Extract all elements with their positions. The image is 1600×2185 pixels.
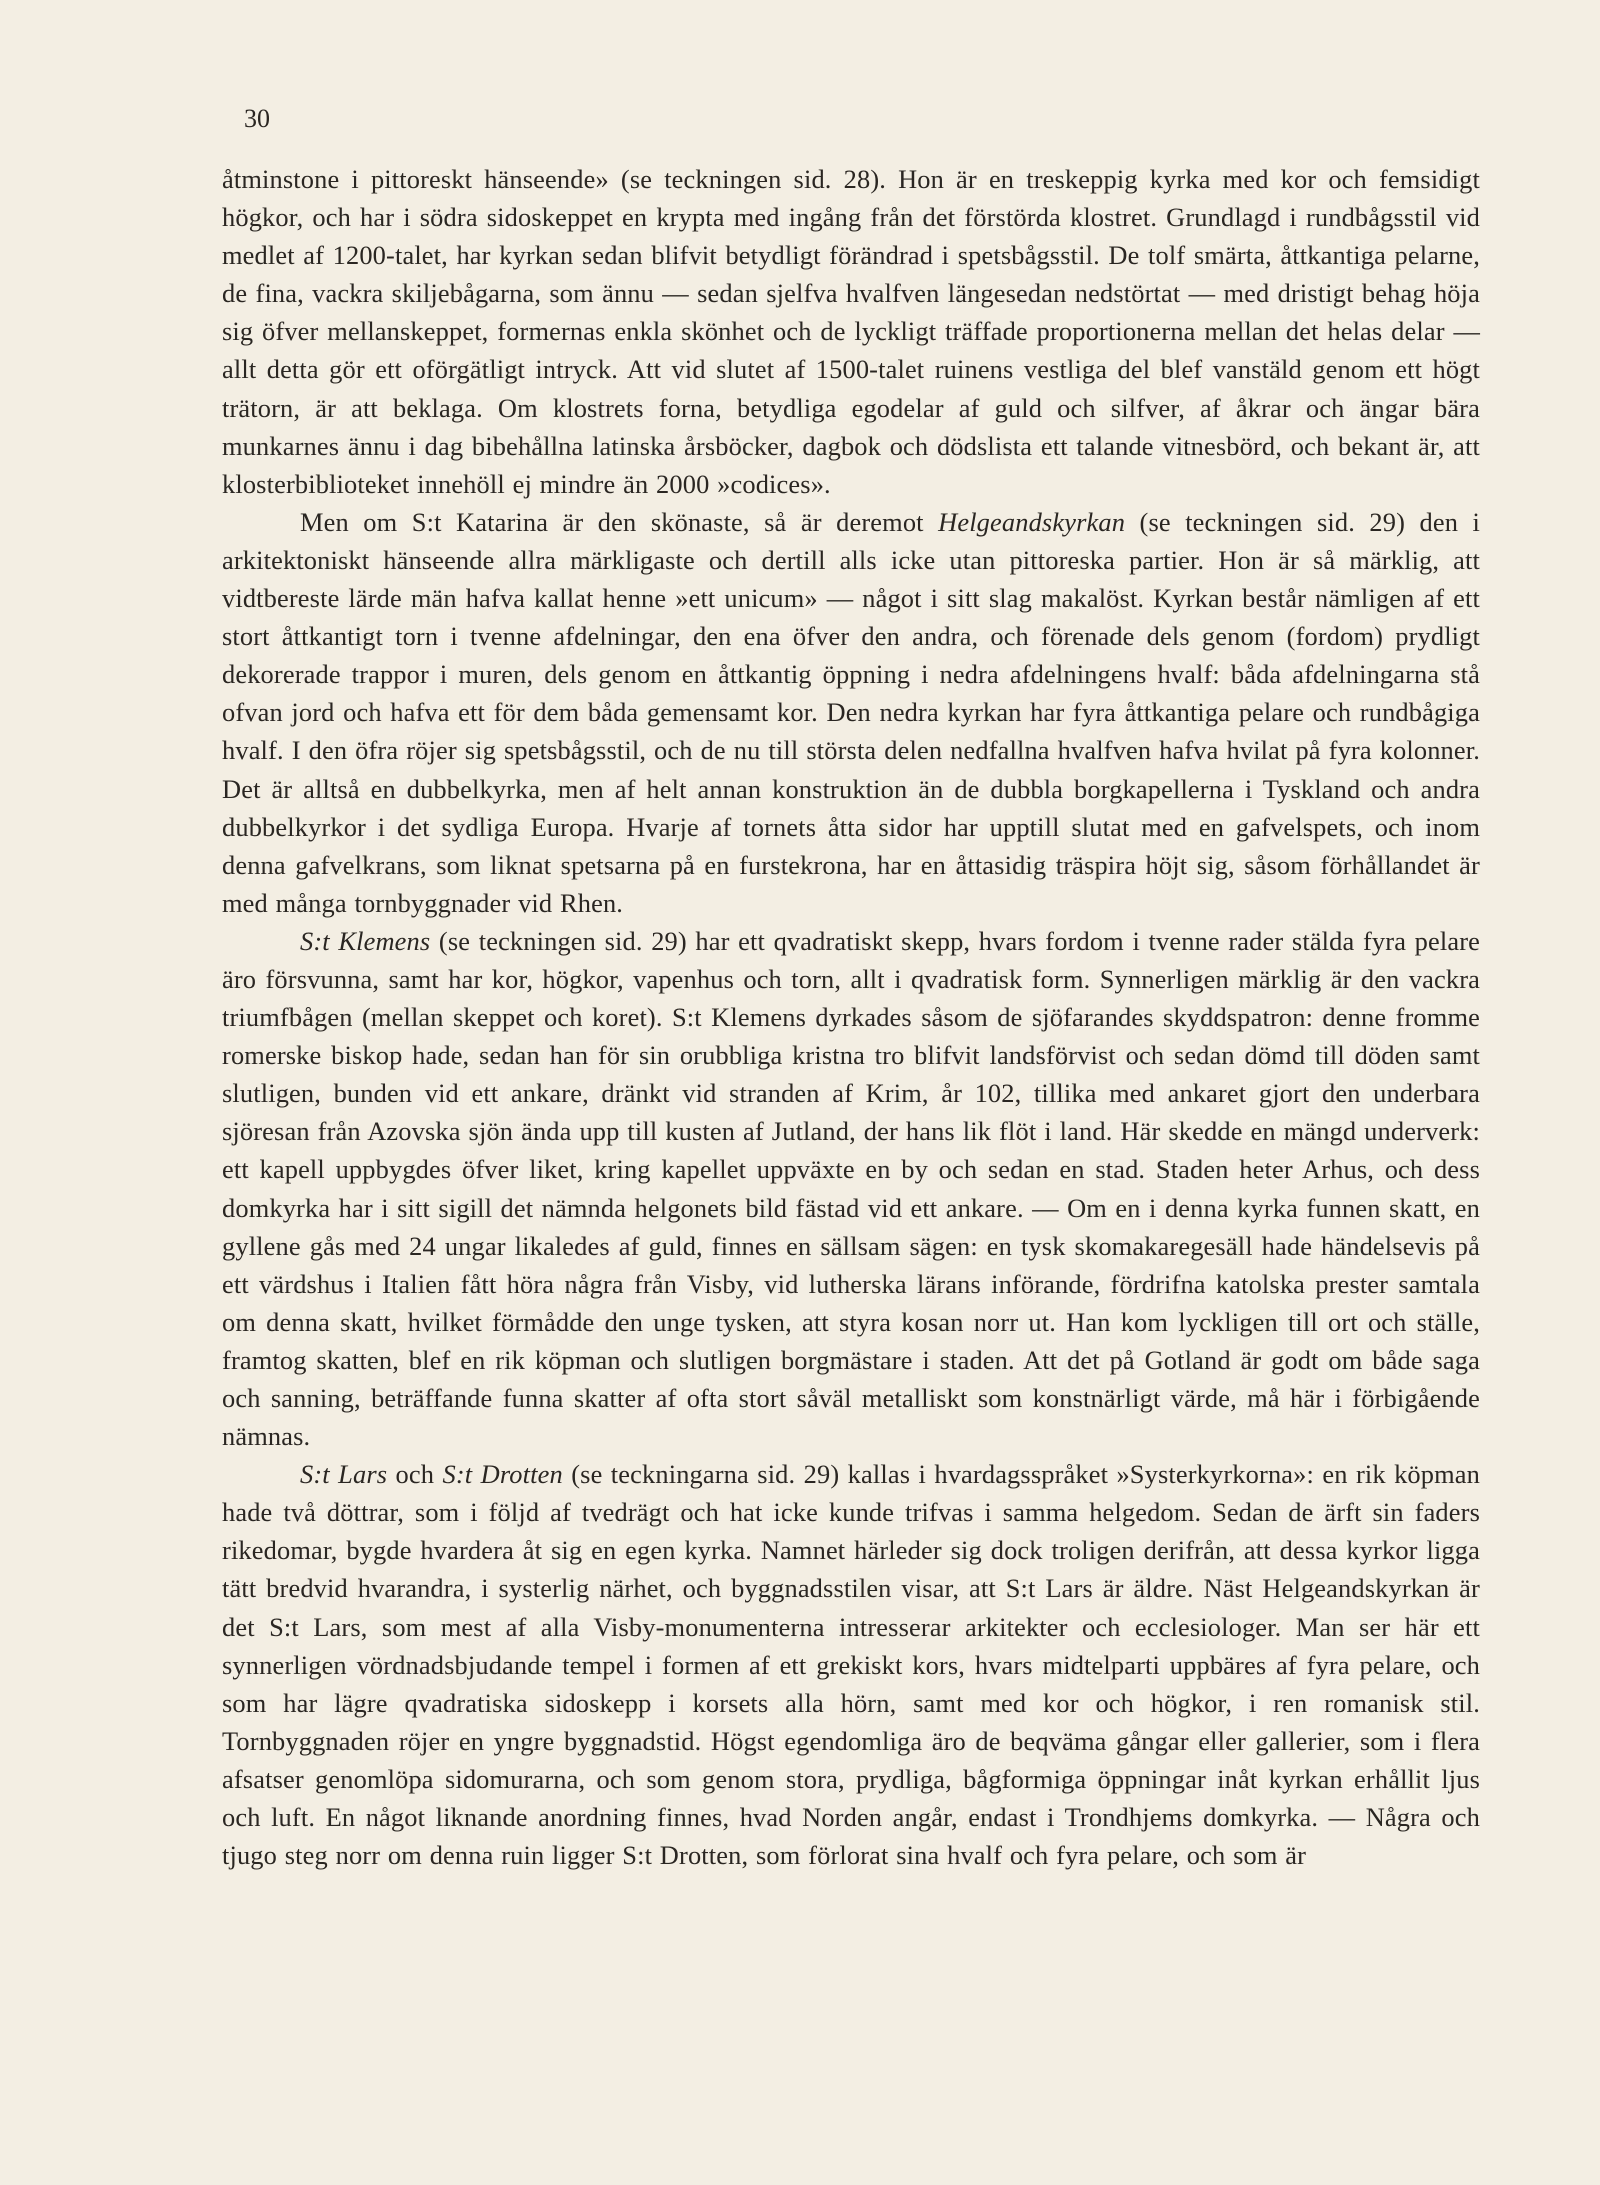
text-run: (se teckningen sid. 29) har ett qvadratiskt skepp, hvars fordom i tvenne rader stälda fyra pelare äro försvunna, samt har kor, högkor, vapenhus och torn, allt i qvadratisk form. Synnerligen märklig är den vackra triumfbågen (mellan skeppet och koret). S:t Klemens dyrkades såsom de sjöfarandes skyddspatron: denne fromme romerske biskop hade, sedan han för sin orubbliga kristna tro blifvit landsförvist och sedan dömd till döden samt slutligen, bunden vid ett ankare, dränkt vid stranden af Krim, år 102, tillika med ankaret gjort den underbara sjöresan från Azovska sjön ända upp till kusten af Jutland, der hans lik flöt i land. Här skedde en mängd underverk: ett kapell uppbygdes öfver liket, kring kapellet uppväxte en by och sedan en stad. Staden heter Arhus, och dess domkyrka har i sitt sigill det nämnda helgonets bild fästad vid ett ankare. — Om en i denna kyrka funnen skatt, en gyllene gås med 24 ungar likaledes af guld, finnes en sällsam sägen: en tysk skomakaregesäll hade händelsevis på ett värdshus i Italien fått höra några från Visby, vid lutherska lärans införande, fördrifna katolska prester samtala om denna skatt, hvilket förmådde den unge tysken, att styra kosan norr ut. Han kom lyckligen till ort och ställe, framtog skatten, blef en rik köpman och slutligen borgmästare i staden. Att det på Gotland är godt om både saga och sanning, beträffande funna skatter af ofta stort såväl metalliskt som konstnärligt värde, må här i förbigående nämnas. — [222, 925, 1481, 1452]
italic-term: S:t Klemens — [300, 925, 431, 956]
text-body — [222, 160, 1480, 1874]
text-run: och — [387, 1459, 443, 1490]
text-run: (se teckningen sid. 29) den i arkitektoniskt hänseende allra märkligaste och dertill alls icke utan pittoreska partier. Hon är så märklig, att vidtbereste lärde män hafva kallat henne »ett unicum» — något i sitt slag makalöst. Kyrkan består nämligen af ett stort åttkantigt torn i tvenne afdelningar, den ena öfver den andra, och förenade dels genom (fordom) prydligt dekorerade trappor i muren, dels genom en åttkantig öppning i nedra afdelningens hvalf: båda afdelningarna stå ofvan jord och hafva ett för dem båda gemensamt kor. Den nedra kyrkan har fyra åttkantiga pelare och rundbågiga hvalf. I den öfra röjer sig spetsbågsstil, och de nu till största delen nedfallna hvalfven hafva hvilat på fyra kolonner. Det är alltså en dubbelkyrka, men af helt annan konstruktion än de dubbla borgkapellerna i Tyskland och andra dubbelkyrkor i det sydliga Europa. Hvarje af tornets åtta sidor har upptill slutat med en gafvelspets, och inom denna gafvelkrans, som liknat spetsarna på en furstekrona, har en åttasidig träspira höjt sig, såsom förhållandet är med många tornbyggnader vid Rhen. — [222, 506, 1480, 918]
paragraph — [222, 160, 1480, 503]
italic-term: S:t Lars — [300, 1459, 388, 1490]
text-run: (se teckningarna sid. 29) kallas i hvardagsspråket »Systerkyrkorna»: en rik köpman hade två döttrar, som i följd af tvedrägt och hat icke kunde trifvas i samma helgedom. Sedan de ärft sin faders rikedomar, bygde hvardera åt sig en egen kyrka. Namnet härleder sig dock troligen derifrån, att dessa kyrkor ligga tätt bredvid hvarandra, i systerlig närhet, och byggnadsstilen visar, att S:t Lars är äldre. Näst Helgeandskyrkan är det S:t Lars, som mest af alla Visby-monumenterna intresserar arkitekter och ecclesiologer. Man ser här ett synnerligen vördnadsbjudande tempel i formen af ett grekiskt kors, hvars midtelparti uppbäres af fyra pelare, och som har lägre qvadratiska sidoskepp i korsets alla hörn, samt med kor och högkor, i ren romanisk stil. Tornbyggnaden röjer en yngre byggnadstid. Högst egendomliga äro de beqväma gångar eller gallerier, som i flera afsatser genomlöpa sidomurarna, och som genom stora, prydliga, bågformiga öppningar inåt kyrkan erhållit ljus och luft. En något liknande anordning finnes, hvad Norden angår, endast i Trondhjems domkyrka. — Några och tjugo steg norr om denna ruin ligger S:t Drotten, som förlorat sina hvalf och fyra pelare, och som är — [222, 1459, 1481, 1871]
text-run: Men om S:t Katarina är den skönaste, så är deremot — [300, 506, 939, 537]
italic-term: Helgeandskyrkan — [938, 506, 1126, 537]
page-number: 30 — [244, 104, 270, 133]
paragraph — [222, 503, 1480, 922]
paragraph — [222, 922, 1480, 1455]
paragraph — [222, 1455, 1480, 1874]
italic-term: S:t Drotten — [442, 1459, 563, 1490]
text-run: åtminstone i pittoreskt hänseende» (se teckningen sid. 28). Hon är en treskeppig kyrka med kor och femsidigt högkor, och har i södra sidoskeppet en krypta med ingång från det förstörda klostret. Grundlagd i rundbågsstil vid medlet af 1200-talet, har kyrkan sedan blifvit betydligt förändrad i spetsbågsstil. De tolf smärta, åttkantiga pelarne, de fina, vackra skiljebågarna, som ännu — sedan sjelfva hvalfven längesedan nedstörtat — med dristigt behag höja sig öfver mellanskeppet, formernas enkla skönhet och de lyckligt träffade proportionerna mellan det helas delar — allt detta gör ett oförgätligt intryck. Att vid slutet af 1500-talet ruinens vestliga del blef vanstäld genom ett högt trätorn, är att beklaga. Om klostrets forna, betydliga egodelar af guld och silfver, af åkrar och ängar bära munkarnes ännu i dag bibehållna latinska årsböcker, dagbok och dödslista ett talande vitnesbörd, och bekant är, att klosterbiblioteket innehöll ej mindre än 2000 »codices». — [222, 164, 1480, 499]
